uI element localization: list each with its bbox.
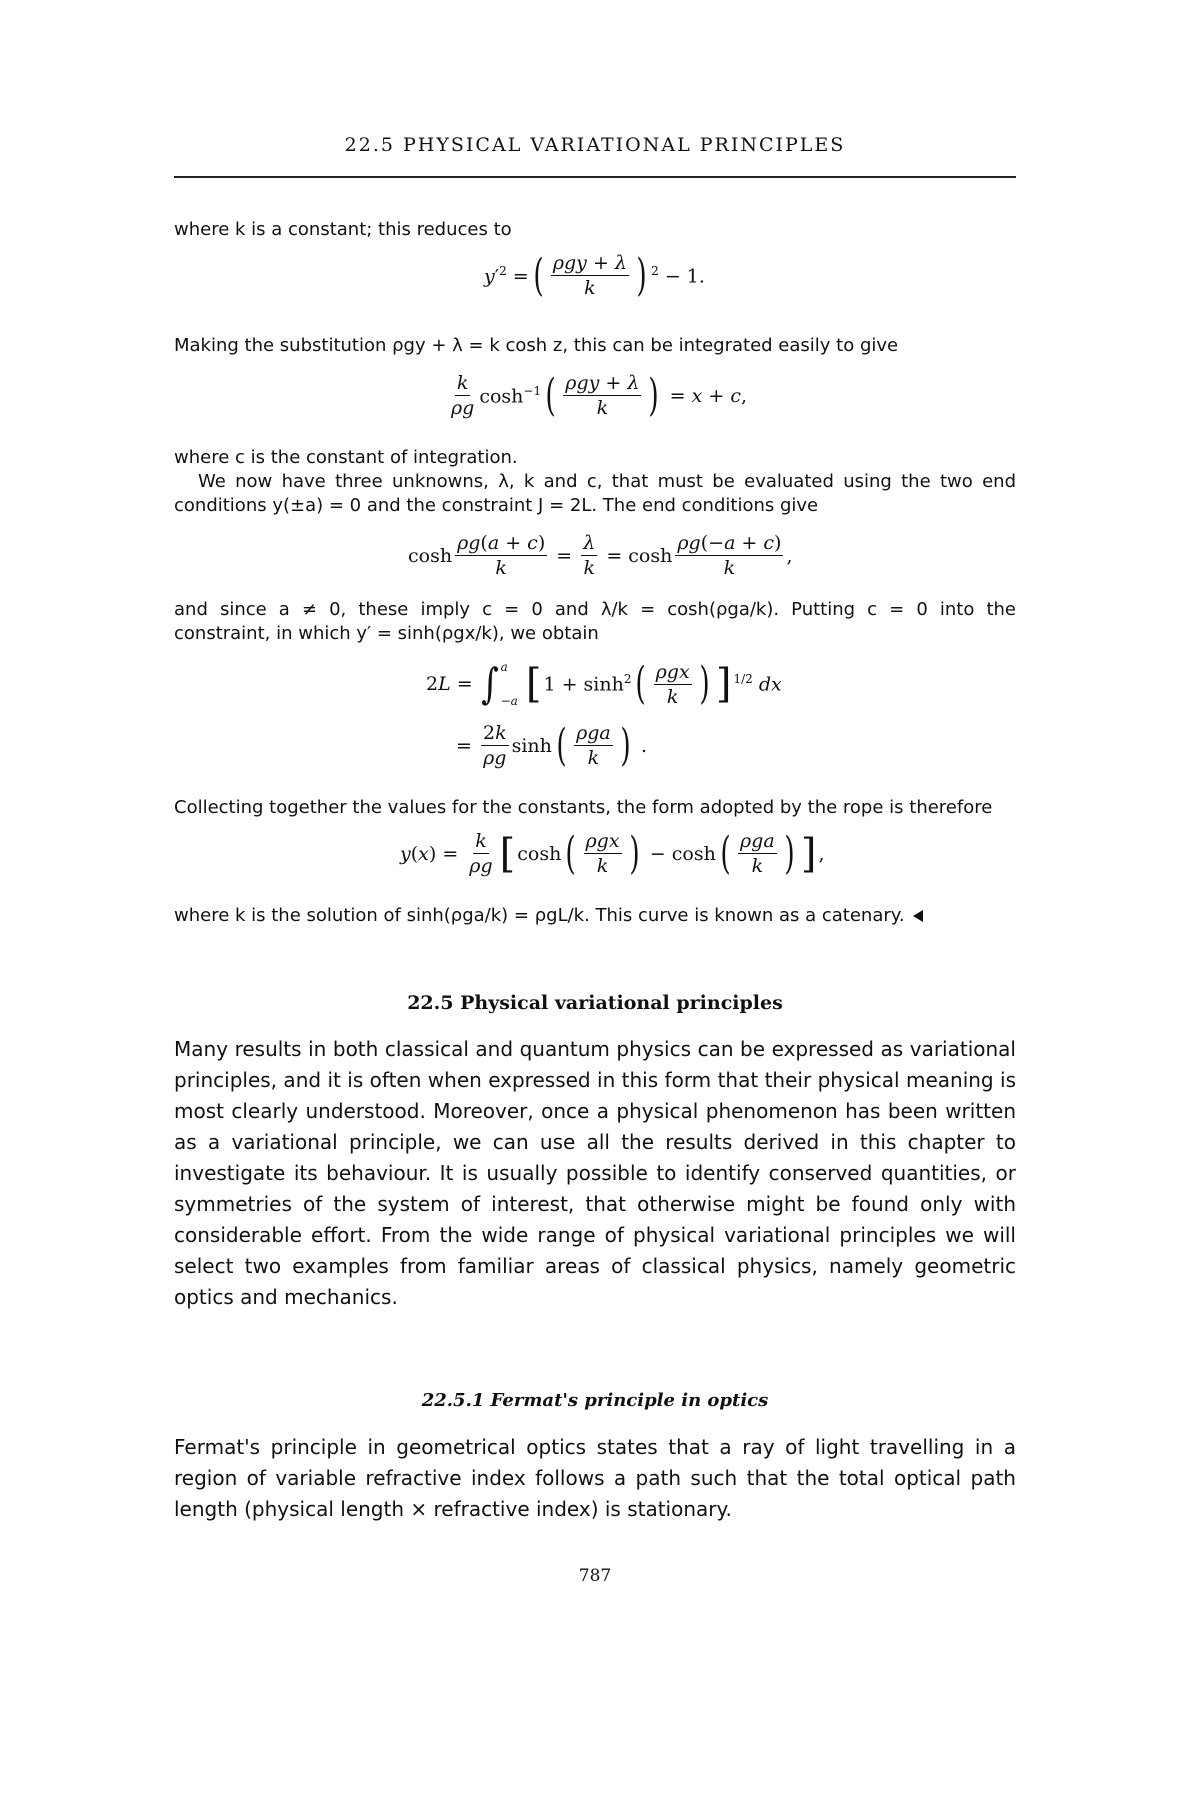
equation-5: y(x) = $\frac{k}{\rho g}$ [ cosh ( $\frac{\text{ρgx}}{k}$ ) − cosh ( $\frac{\text{ρga}}{k}$ ) ] , — [400, 827, 825, 879]
eq1-text — [0, 0, 1, 1]
intro-line-1: where k is a constant; this reduces to — [174, 219, 512, 240]
eq1-paren-left: ( — [533, 249, 544, 301]
equation-2: $\frac{k}{\rho g}$ $\cosh^{-1}$ ( $\frac{\text{ρgy + λ}}{k}$ ) = x + c, — [451, 369, 748, 421]
intro-line-4b: conditions y(±a) = 0 and the constraint J = 2L. The end conditions give — [174, 495, 819, 516]
eq1-math: $y'^2$ = — [484, 263, 529, 288]
intro-line-4a: We now have three unknowns, λ, k and c, that must be evaluated using the two end — [198, 471, 1016, 492]
equation-3: cosh $\frac{\rho g(a + c)}{k}$ = $\frac{\lambda}{k}$ = cosh $\frac{\rho g(-a + c)}{k}$ , — [408, 532, 793, 579]
intro-line-7 — [174, 904, 1016, 928]
page-number: 787 — [578, 1566, 612, 1586]
section-paragraph: Many results in both classical and quantum physics can be expressed as variational principles, and it is often when expressed in this form that their physical meaning is most clearly understood. Moreover, once a physical phenomenon has been written as a variational principle, we can use all the results derived in this chapter to investigate its behaviour. It is usually possible to identify conserved quantities, or symmetries of the system of interest, that otherwise might be found only with considerable effort. From the wide range of physical variational principles we will select two examples from familiar areas of classical physics, namely geometric optics and mechanics. — [174, 1037, 1016, 1309]
intro-line-5b: constraint, in which y′ = sinh(ρgx/k), we obtain — [174, 623, 599, 644]
integral-sign: ∫ — [480, 659, 499, 708]
subsection-title: 22.5.1 Fermat's principle in optics — [421, 1390, 769, 1411]
catenary-sentence: where k is the solution of sinh(ρga/k) = ρgL/k. This curve is known as a catenary. — [174, 905, 905, 926]
intro-line-6: Collecting together the values for the constants, the form adopted by the rope is therefore — [174, 797, 993, 818]
equation-4b: = $\frac{2k}{\rho g}$ sinh ( $\frac{\text{ρga}}{k}$ ) . — [456, 719, 647, 771]
running-header: 22.5 PHYSICAL VARIATIONAL PRINCIPLES — [344, 134, 846, 156]
eq1-paren-right: ) — [636, 249, 647, 301]
eq1-fraction: $\frac{\text{ρgy + λ}}{k}$ — [552, 252, 627, 299]
section-title: 22.5 Physical variational principles — [407, 992, 783, 1014]
equation-1: $y'^2$ = ( $\frac{\text{ρgy + λ}}{k}$ ) $^2$ − 1. — [484, 249, 705, 301]
eq2-fraction-k: $\frac{k}{\rho g}$ — [451, 372, 475, 419]
intro-line-3: where c is the constant of integration. — [174, 447, 518, 468]
equation-4a: 2L = ∫ a −a [ $1 + \sinh^2$ ( $\frac{\text{ρgx}}{k}$ ) ] $^{1/2}$ dx — [426, 658, 782, 709]
end-of-example-icon — [913, 910, 923, 922]
subsection-paragraph: Fermat's principle in geometrical optics states that a ray of light travelling in a region of variable refractive index follows a path such that the total optical path length (physical length × refractive index) is stationary. — [174, 1435, 1016, 1521]
intro-line-5a: and since a ≠ 0, these imply c = 0 and λ/k = cosh(ρga/k). Putting c = 0 into the — [174, 599, 1016, 620]
intro-line-2: Making the substitution ρgy + λ = k cosh z, this can be integrated easily to give — [174, 335, 899, 356]
header-rule — [174, 176, 1016, 178]
